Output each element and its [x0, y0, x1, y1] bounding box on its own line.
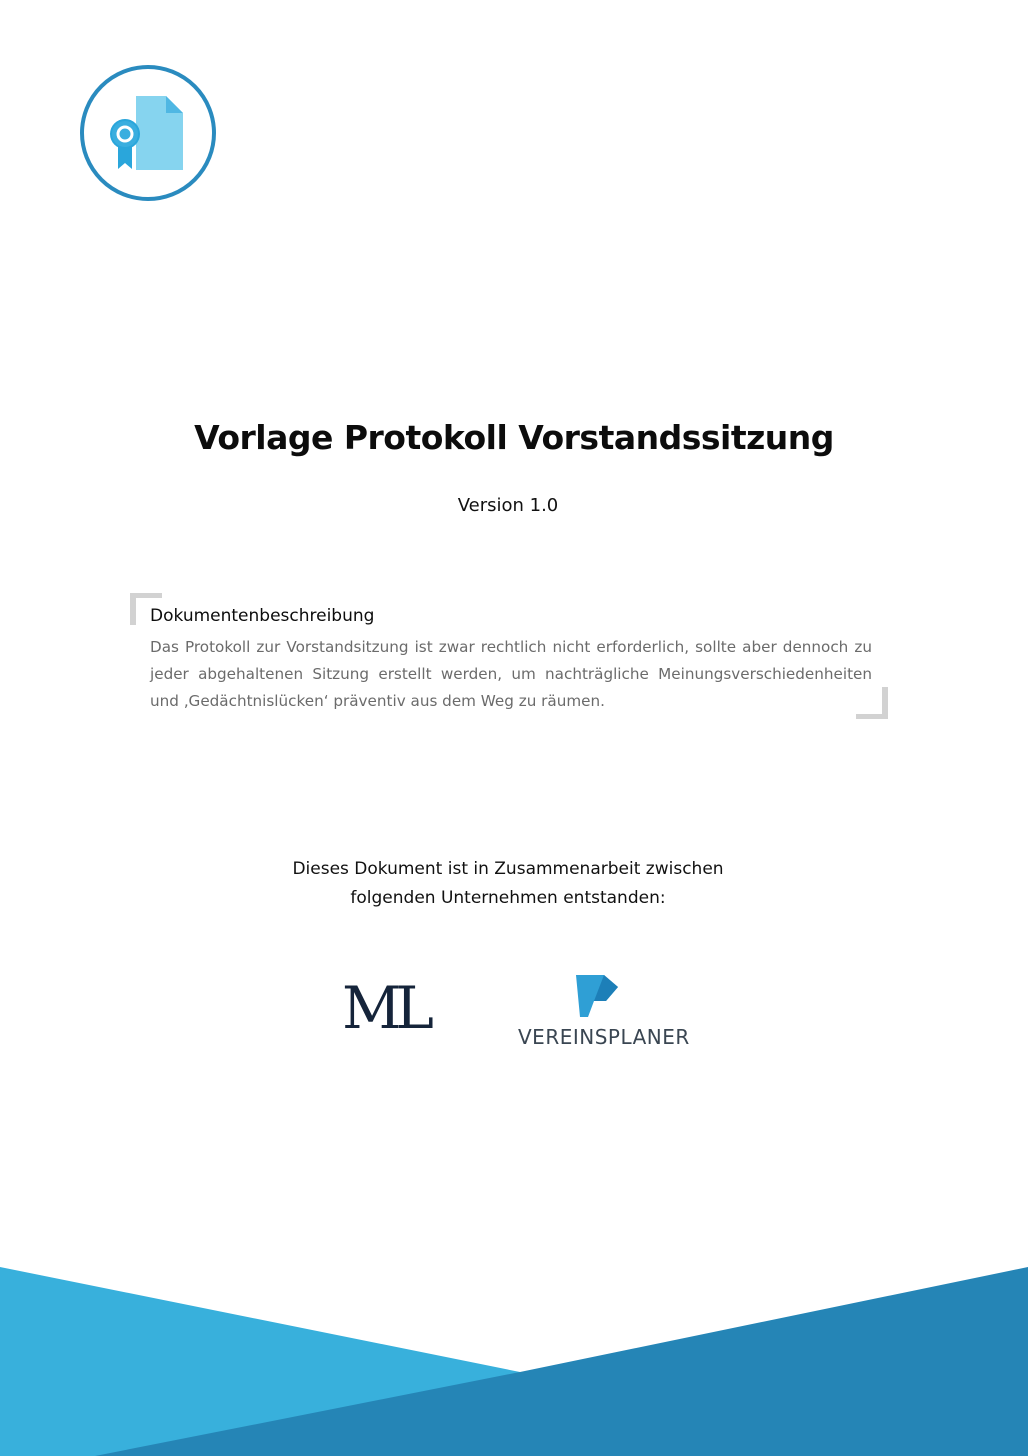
corner-bracket-bottom-right [856, 687, 888, 719]
description-heading: Dokumentenbeschreibung [150, 606, 375, 626]
document-version: Version 1.0 [457, 495, 559, 516]
vereinsplaner-mark-icon [574, 975, 618, 1017]
document-title: Vorlage Protokoll Vorstandssitzung [194, 418, 834, 457]
collaboration-note [0, 855, 1016, 913]
vereinsplaner-logo [518, 975, 690, 1051]
certificate-document-icon [79, 64, 217, 202]
ml-logo-text: ML [342, 974, 428, 1042]
ml-logo [342, 974, 434, 1042]
description-box [130, 593, 888, 719]
footer-wave-decoration [0, 1260, 1028, 1456]
collaboration-line-2: folgenden Unternehmen entstanden: [350, 888, 666, 908]
collaboration-line-1: Dieses Dokument ist in Zusammenarbeit zwischen [292, 859, 724, 879]
description-text: Das Protokoll zur Vorstandsitzung ist zwar rechtlich nicht erforderlich, sollte aber dennoch zu jeder abgehaltenen Sitzung erstellt werden, um nachträgliche Meinungsverschiedenheiten und ‚Gedächtnislücken‘ präventiv aus dem Weg zu räumen. [150, 638, 872, 710]
vereinsplaner-logo-text: VEREINSPLANER [518, 1025, 690, 1049]
